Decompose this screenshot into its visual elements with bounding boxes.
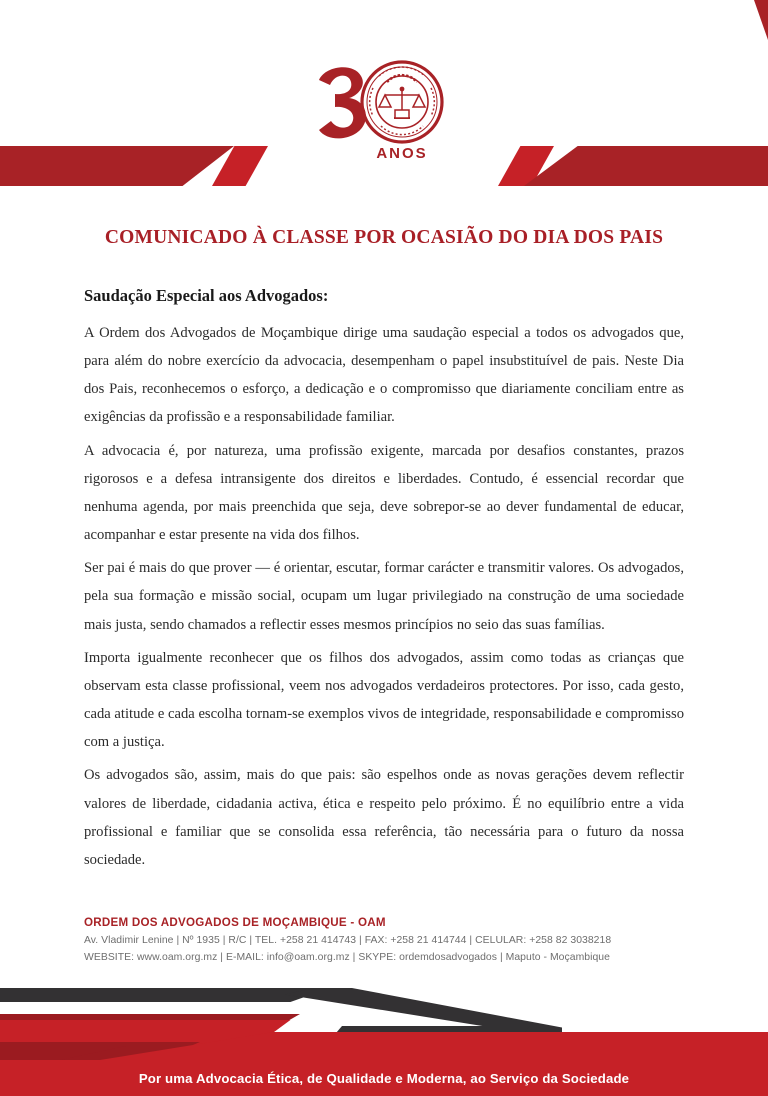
tagline-text: Por uma Advocacia Ética, de Qualidade e Moderna, ao Serviço da Sociedade — [138, 1070, 630, 1086]
salutation-heading: Saudação Especial aos Advogados: — [84, 286, 329, 305]
tagline-bar — [0, 1060, 768, 1096]
footer-contact-line-2: WEBSITE: www.oam.org.mz | E-MAIL: info@oam.org.mz | SKYPE: ordemdosadvogados | Maputo - Moçambique — [84, 951, 610, 963]
header-band-right — [524, 146, 768, 186]
scales-of-justice-icon — [379, 87, 425, 118]
logo-anos-text: ANOS — [376, 145, 428, 162]
footer-contact-line-1: Av. Vladimir Lenine | Nº 1935 | R/C | TEL. +258 21 414743 | FAX: +258 21 414744 | CELULAR: +258 82 3038218 — [84, 935, 612, 946]
body-paragraph: Importa igualmente reconhecer que os filhos dos advogados, assim como todas as crianças que observam esta classe profissional, veem nos advogados verdadeiros protectores. Por isso, cada gesto, cada atitude e cada escolha tornam-se exemplos vivos de integridade, responsabilidade e compromisso com a justiça. — [84, 649, 684, 751]
body-paragraph: A Ordem dos Advogados de Moçambique dirige uma saudação especial a todos os advogados que, para além do nobre exercício da advocacia, desempenham o papel insubstituível de pais. Neste Dia dos Pais, reconhecemos o esforço, a dedicação e o compromisso que diariamente conciliam entre as exigências da profissão e a responsabilidade familiar. — [84, 325, 684, 426]
document-body — [84, 286, 684, 879]
header-decorative-band — [0, 138, 768, 194]
footer-gray-bar-top — [0, 988, 330, 1002]
body-paragraph: A advocacia é, por natureza, uma profissão exigente, marcada por desafios constantes, prazos rigorosos e a defesa intransigente dos direitos e liberdades. Contudo, é essencial recordar que nenhuma agenda, por mais preenchida que seja, deve sobrepor-se ao dever fundamental de educar, acompanhar e estar presente na vida dos filhos. — [84, 442, 684, 544]
footer-contact-block — [84, 916, 684, 967]
body-paragraph: Os advogados são, assim, mais do que pais: são espelhos onde as novas gerações devem reflectir valores de liberdade, cidadania activa, ética e respeito pelo próximo. É no equilíbrio entre a vida profissional e familiar que se consolida essa referência, tão necessária para o futuro da nossa sociedade. — [84, 767, 684, 868]
header-band-left — [0, 146, 234, 186]
logo-numeral-3 — [319, 67, 366, 138]
top-right-accent-shape — [754, 0, 768, 40]
page-title: COMUNICADO À CLASSE POR OCASIÃO DO DIA DOS PAIS — [104, 227, 664, 248]
body-paragraph: Ser pai é mais do que prover — é orientar, escutar, formar carácter e transmitir valores. Os advogados, pela sua formação e missão social, ocupam um lugar privilegiado na construção de uma sociedade mais justa, sendo chamados a reflectir esses mesmos princípios no seio das suas famílias. — [84, 560, 684, 633]
footer-organization-name: ORDEM DOS ADVOGADOS DE MOÇAMBIQUE - OAM — [84, 916, 386, 929]
